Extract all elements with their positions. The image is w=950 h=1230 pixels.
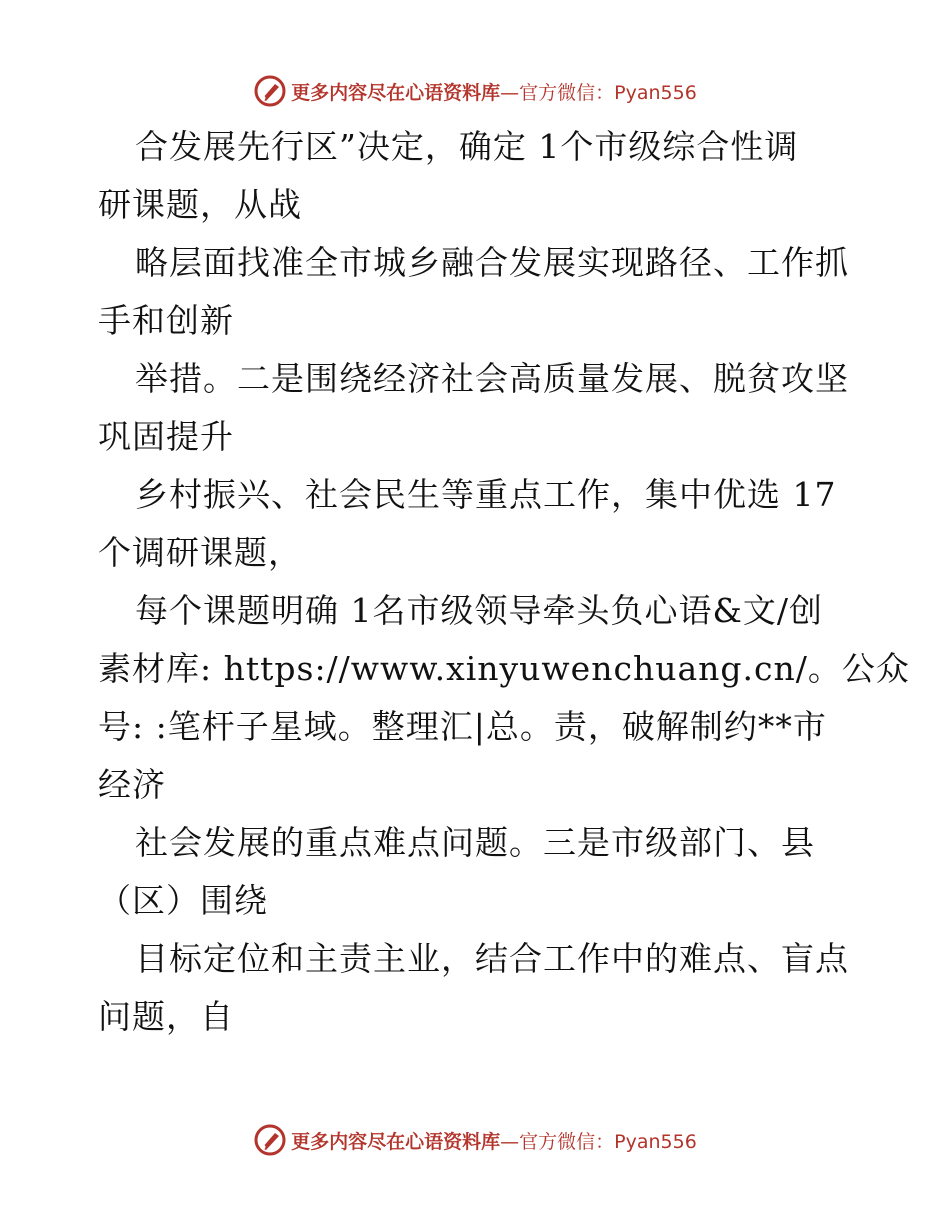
header-banner [0, 71, 950, 111]
text-line: 研课题，从战 [98, 185, 302, 224]
text-line: 合发展先行区”决定，确定 1个市级综合性调 [135, 127, 799, 166]
text-line: 略层面找准全市城乡融合发展实现路径、工作抓 [135, 243, 849, 282]
text-line: （区）围绕 [98, 881, 268, 920]
pen-logo-icon [253, 74, 287, 108]
text-line: 素材库: https://www.xinyuwenchuang.cn/。公众 [98, 649, 910, 688]
text-line: 每个课题明确 1名市级领导牵头负心语&文/创 [135, 591, 823, 630]
text-line: 个调研课题， [98, 533, 302, 572]
footer-banner [0, 1120, 950, 1160]
text-line: 举措。二是围绕经济社会高质量发展、脱贫攻坚 [135, 359, 849, 398]
text-line: 问题，自 [98, 997, 234, 1036]
text-line: 社会发展的重点难点问题。三是市级部门、县 [135, 823, 815, 862]
text-line: 手和创新 [98, 301, 234, 340]
footer-banner-text: 更多内容尽在心语资料库—官方微信：Pyan556 [291, 1130, 697, 1153]
text-line: 巩固提升 [98, 417, 234, 456]
text-line: 号: :笔杆子星域。整理汇|总。责，破解制约**市 [98, 707, 827, 746]
text-line: 乡村振兴、社会民生等重点工作，集中优选 17 [135, 475, 837, 514]
text-line: 目标定位和主责主业，结合工作中的难点、盲点 [135, 939, 849, 978]
document-body [98, 118, 910, 1046]
header-banner-text: 更多内容尽在心语资料库—官方微信：Pyan556 [291, 81, 697, 104]
pen-logo-icon [253, 1123, 287, 1157]
text-line: 经济 [98, 765, 166, 804]
